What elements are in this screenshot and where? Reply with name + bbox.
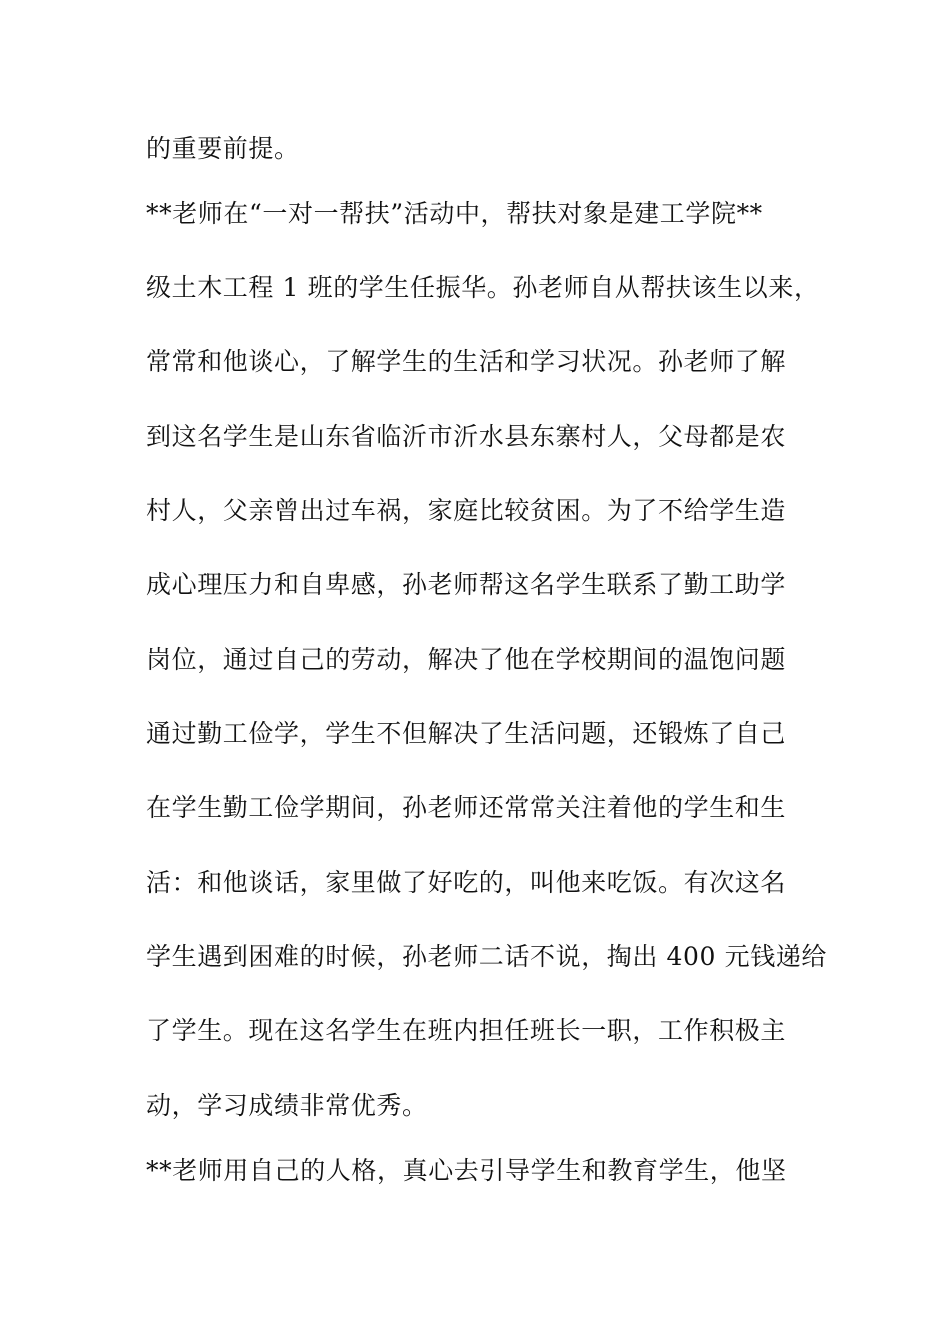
- paragraph-line: 到这名学生是山东省临沂市沂水县东寨村人，父母都是农: [146, 422, 787, 451]
- paragraph-line: 学生遇到困难的时候，孙老师二话不说，掏出 400 元钱递给: [146, 942, 828, 971]
- paragraph-line: **老师用自己的人格，真心去引导学生和教育学生，他坚: [146, 1156, 787, 1185]
- paragraph-line: 村人，父亲曾出过车祸，家庭比较贫困。为了不给学生造: [146, 496, 787, 525]
- paragraph-line: 了学生。现在这名学生在班内担任班长一职，工作积极主: [146, 1016, 787, 1045]
- paragraph-line: 级土木工程 1 班的学生任振华。孙老师自从帮扶该生以来，: [146, 273, 820, 302]
- paragraph-line: 常常和他谈心，了解学生的生活和学习状况。孙老师了解: [146, 347, 787, 376]
- paragraph-line: 在学生勤工俭学期间，孙老师还常常关注着他的学生和生: [146, 793, 787, 822]
- paragraph-line: **老师在“一对一帮扶”活动中，帮扶对象是建工学院**: [146, 199, 763, 228]
- paragraph-line: 动，学习成绩非常优秀。: [146, 1091, 428, 1120]
- paragraph-line: 成心理压力和自卑感，孙老师帮这名学生联系了勤工助学: [146, 570, 787, 599]
- paragraph-line: 活：和他谈话，家里做了好吃的，叫他来吃饭。有次这名: [146, 868, 787, 897]
- paragraph-line: 的重要前提。: [146, 134, 300, 163]
- paragraph-line: 通过勤工俭学，学生不但解决了生活问题，还锻炼了自己: [146, 719, 787, 748]
- paragraph-line: 岗位，通过自己的劳动，解决了他在学校期间的温饱问题: [146, 645, 787, 674]
